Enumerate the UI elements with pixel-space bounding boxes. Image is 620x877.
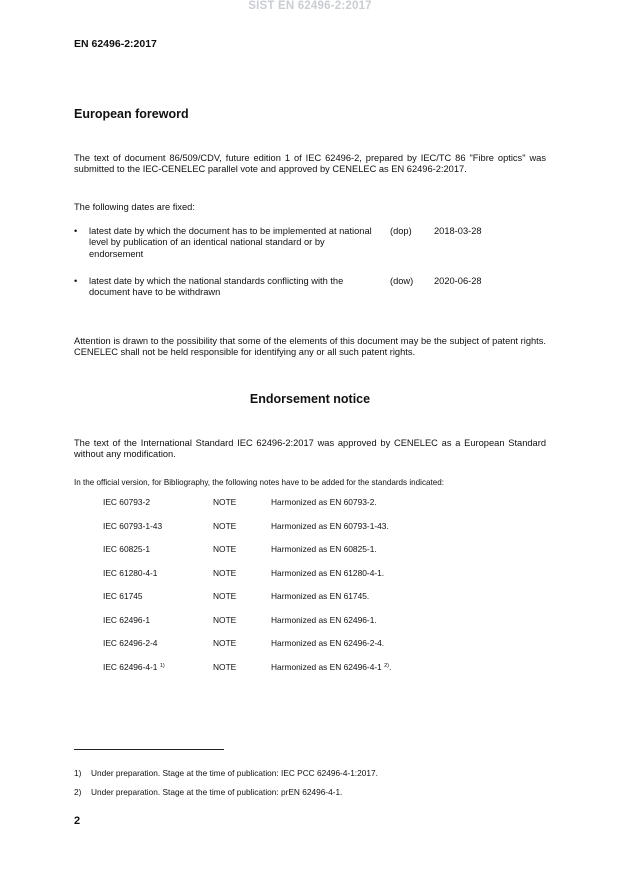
date-item-text: latest date by which the document has to be implemented at national level by publication of an identical national standard or by endorsement bbox=[89, 226, 372, 259]
harmonized-text: Harmonized as EN 61745. bbox=[271, 591, 370, 601]
endorsement-text: The text of the International Standard IEC 62496-2:2017 was approved by CENELEC as a European Standard without any modification. bbox=[74, 438, 546, 460]
harmonized-text bbox=[271, 662, 391, 672]
note-label: NOTE bbox=[213, 497, 237, 507]
footnote-2 bbox=[74, 787, 342, 797]
bullet-marker: • bbox=[74, 226, 78, 236]
standard-ref: IEC 61280-4-1 bbox=[103, 567, 158, 578]
footnote-number: 2) bbox=[74, 787, 82, 797]
footnote-text: Under preparation. Stage at the time of publication: prEN 62496-4-1. bbox=[91, 787, 343, 797]
bullet-marker: • bbox=[74, 276, 78, 286]
date-item-code: (dop) bbox=[390, 226, 412, 236]
date-item-code: (dow) bbox=[390, 276, 414, 286]
footnote-number: 1) bbox=[74, 768, 82, 778]
standard-ref: IEC 60793-2 bbox=[103, 497, 151, 507]
footnote-divider bbox=[74, 749, 224, 750]
date-item-date: 2020-06-28 bbox=[434, 276, 482, 286]
note-label: NOTE bbox=[213, 614, 237, 625]
harmonized-text-tail: . bbox=[389, 661, 392, 672]
note-label: NOTE bbox=[213, 591, 237, 601]
harmonized-text: Harmonized as EN 60793-2. bbox=[271, 497, 377, 507]
bibliography-intro: In the official version, for Bibliography, the following notes have to be added for the standards indicated: bbox=[74, 478, 444, 487]
foreword-title: European foreword bbox=[74, 107, 189, 121]
harmonized-text: Harmonized as EN 60825-1. bbox=[271, 544, 377, 554]
footnote-1 bbox=[74, 768, 378, 778]
date-item-text: latest date by which the national standards conflicting with the document have to be withdrawn bbox=[89, 276, 344, 298]
standard-ref bbox=[103, 662, 165, 672]
dates-intro: The following dates are fixed: bbox=[74, 202, 195, 212]
standard-ref: IEC 62496-2-4 bbox=[103, 638, 158, 648]
harmonized-text: Harmonized as EN 62496-2-4. bbox=[271, 638, 385, 648]
foreword-intro: The text of document 86/509/CDV, future edition 1 of IEC 62496-2, prepared by IEC/TC 86 "Fibre optics" was submitted to the IEC-CENELEC parallel vote and approved by CENELEC as EN 62496-2:2017. bbox=[74, 153, 546, 175]
date-item-dop bbox=[74, 226, 546, 262]
note-label: NOTE bbox=[213, 520, 237, 531]
standard-ref: IEC 61745 bbox=[103, 591, 143, 601]
endorsement-title: Endorsement notice bbox=[249, 392, 371, 406]
standard-ref-text: IEC 62496-4-1 bbox=[103, 661, 158, 672]
note-label: NOTE bbox=[213, 661, 237, 672]
date-item-dow bbox=[74, 276, 546, 300]
footnote-ref-1[interactable]: 1) bbox=[159, 662, 165, 669]
page-number: 2 bbox=[74, 815, 81, 827]
date-item-date: 2018-03-28 bbox=[434, 226, 482, 236]
patent-attention: Attention is drawn to the possibility that some of the elements of this document may be the subject of patent rights. CENELEC shall not be held responsible for identifying any or all such patent rights. bbox=[74, 336, 546, 358]
standard-ref: IEC 62496-1 bbox=[103, 614, 151, 625]
document-id: EN 62496-2:2017 bbox=[74, 38, 157, 50]
footnote-text: Under preparation. Stage at the time of publication: IEC PCC 62496-4-1:2017. bbox=[91, 768, 378, 778]
watermark: SIST EN 62496-2:2017 bbox=[248, 0, 372, 12]
standard-ref: IEC 60825-1 bbox=[103, 544, 151, 554]
note-label: NOTE bbox=[213, 567, 237, 578]
note-label: NOTE bbox=[213, 638, 237, 648]
harmonized-text-body: Harmonized as EN 62496-4-1 bbox=[271, 661, 382, 672]
standard-ref: IEC 60793-1-43 bbox=[103, 520, 163, 531]
note-label: NOTE bbox=[213, 544, 237, 554]
footnote-ref-2[interactable]: 2) bbox=[384, 662, 390, 669]
harmonized-text: Harmonized as EN 62496-1. bbox=[271, 614, 377, 625]
harmonized-text: Harmonized as EN 60793-1-43. bbox=[271, 520, 389, 531]
harmonized-text: Harmonized as EN 61280-4-1. bbox=[271, 567, 385, 578]
